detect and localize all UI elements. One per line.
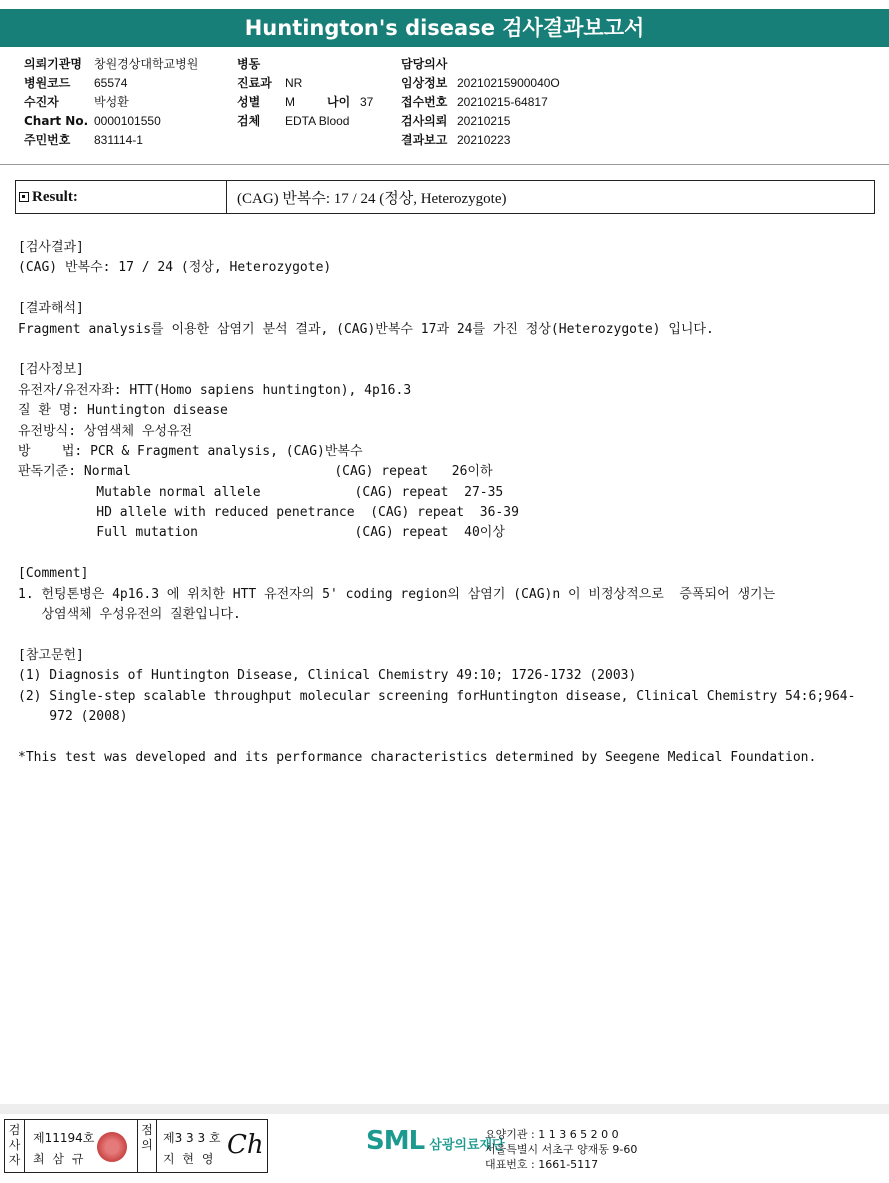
info-value-age: 37 [360,95,374,109]
signature-box [4,1119,268,1173]
info-value: 831114-1 [94,133,143,147]
report-line: Full mutation (CAG) repeat 40이상 [18,525,505,541]
info-label-age: 나이 [327,95,351,109]
section-heading: [참고문헌] [18,647,84,663]
report-line: 972 (2008) [18,708,128,724]
seal-icon [97,1132,127,1162]
doctor-vertical-label: 점 의 [137,1120,157,1172]
patient-info-col2 [237,55,373,131]
report-title: Huntington's disease 검사결과보고서 [0,9,889,47]
examiner-license-number: 제11194호 [33,1131,95,1145]
report-line: 질 환 명: Huntington disease [18,403,228,419]
info-value: 창원경상대학교병원 [94,57,199,71]
handwritten-signature: Ch [227,1130,264,1160]
report-line: 유전방식: 상염색체 우성유전 [18,423,193,439]
section-heading: [Comment] [18,566,89,582]
contact-line: 서울특별시 서초구 양재동 9-60 [485,1143,638,1156]
contact-info [485,1127,637,1172]
report-line: (CAG) 반복수: 17 / 24 (정상, Heterozygote) [18,260,332,276]
examiner-vertical-label: 검 사 자 [5,1120,25,1172]
info-value: 65574 [94,76,128,90]
result-label-text: Result: [32,188,78,205]
report-body [18,238,878,768]
report-line: (2) Single-step scalable throughput molecular screening forHuntington disease, Clinical Chemistry 54:6;964- [18,688,856,704]
report-line [18,544,878,564]
report-line: 유전자/유전자좌: HTT(Homo sapiens huntington), 4p16.3 [18,382,412,398]
report-line: Mutable normal allele (CAG) repeat 27-35 [18,484,504,500]
report-line: 판독기준: Normal (CAG) repeat 26이하 [18,464,493,480]
info-label: 임상정보 [401,76,448,90]
info-value: 20210215-64817 [457,95,548,109]
logo-name: 삼광의료재단 [429,1138,505,1153]
info-label: 주민번호 [24,133,71,147]
info-label: 접수번호 [401,95,448,109]
info-label: 담당의사 [401,57,448,71]
footer-band [0,1104,889,1114]
info-label: 진료과 [237,76,272,90]
info-label: 병동 [237,57,261,71]
info-label: 성별 [237,95,261,109]
info-label: 검체 [237,114,261,128]
info-label: 의뢰기관명 [24,57,82,71]
info-label: 수진자 [24,95,59,109]
sml-logo [366,1126,505,1156]
info-label: Chart No. [24,114,89,128]
logo-mark: SML [366,1126,425,1156]
result-label [16,181,227,213]
info-value: 0000101550 [94,114,161,128]
result-value: (CAG) 반복수: 17 / 24 (정상, Heterozygote) [237,190,507,207]
info-value: 20210215900040O [457,76,560,90]
report-line: Fragment analysis를 이용한 삼염기 분석 결과, (CAG)반복수 17과 24를 가진 정상(Heterozygote) 입니다. [18,321,714,337]
info-value: EDTA Blood [285,114,350,128]
report-line [18,625,878,645]
info-value: 20210215 [457,114,511,128]
report-line [18,727,878,747]
report-line: 방 법: PCR & Fragment analysis, (CAG)반복수 [18,443,363,459]
report-line: HD allele with reduced penetrance (CAG) repeat 36-39 [18,505,519,521]
info-value: 20210223 [457,133,511,147]
info-label: 검사의뢰 [401,114,448,128]
info-label: 결과보고 [401,133,448,147]
section-heading: [검사정보] [18,362,84,378]
header-divider [0,164,889,165]
report-line: *This test was developed and its performance characteristics determined by Seegene Medical Foundation. [18,749,817,765]
info-value: M [285,95,295,109]
examiner-name: 최 삼 규 [33,1152,86,1166]
report-line [18,340,878,360]
contact-line: 대표번호 : 1661-5117 [485,1158,599,1171]
report-line [18,279,878,299]
section-heading: [결과해석] [18,301,84,317]
result-box [15,180,875,214]
report-line: 상염색체 우성유전의 질환입니다. [18,607,241,623]
info-value: NR [285,76,303,90]
doctor-license-number: 제3 3 3 호 [163,1131,221,1145]
checkbox-icon [19,192,29,202]
patient-info-col3 [401,55,560,150]
contact-line: 요양기관 : 1 1 3 6 5 2 0 0 [485,1128,619,1141]
info-value: 박성환 [94,95,129,109]
info-label: 병원코드 [24,76,71,90]
report-line: 1. 헌팅톤병은 4p16.3 에 위치한 HTT 유전자의 5' coding region의 삼염기 (CAG)n 이 비정상적으로 증폭되어 생기는 [18,586,776,602]
section-heading: [검사결과] [18,240,84,255]
report-line: (1) Diagnosis of Huntington Disease, Clinical Chemistry 49:10; 1726-1732 (2003) [18,668,637,684]
doctor-name: 지 현 영 [163,1152,216,1166]
patient-info-col1 [24,55,198,150]
